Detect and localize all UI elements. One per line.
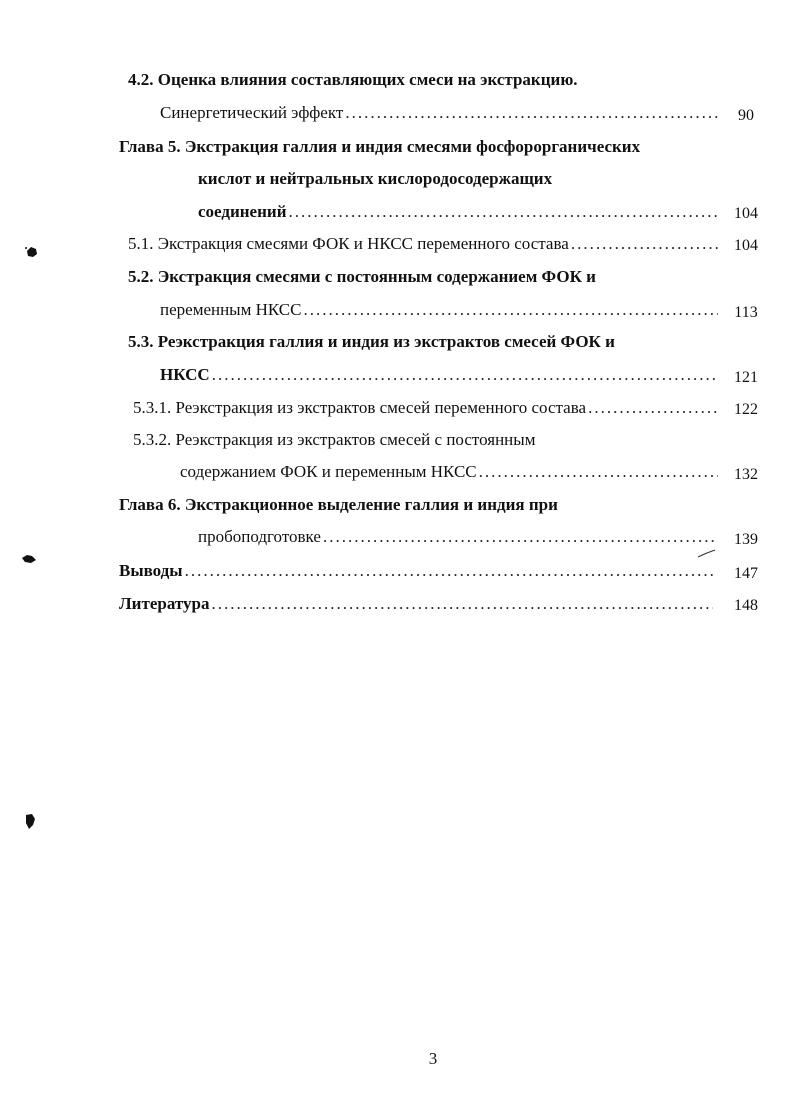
- toc-leader-dots: [304, 300, 719, 320]
- toc-chapter-5-line-2: кислот и нейтральных кислородосодержащих: [198, 169, 553, 188]
- toc-entry-5-3: [160, 365, 720, 385]
- toc-leader-dots: [185, 561, 713, 581]
- toc-page-chapter-6: 139: [734, 531, 758, 548]
- toc-entry-5-2-title: переменным НКСС: [160, 300, 302, 319]
- toc-leader-dots: [479, 462, 718, 482]
- toc-chapter-5: [198, 202, 720, 222]
- toc-entry-5-3-title: НКСС: [160, 365, 210, 384]
- toc-leader-dots: [212, 365, 718, 385]
- toc-entry-5-3-line-1: 5.3. Реэкстракция галлия и индия из экстрактов смесей ФОК и: [128, 332, 615, 351]
- scan-speck: [24, 244, 40, 260]
- toc-page-chapter-5: 104: [734, 205, 758, 222]
- toc-entry-5-2-line-1: 5.2. Экстракция смесями с постоянным содержанием ФОК и: [128, 267, 596, 286]
- toc-conclusions-title: Выводы: [119, 561, 183, 580]
- toc-leader-dots: [571, 234, 718, 254]
- toc-conclusions: [119, 561, 715, 581]
- toc-entry-4-2: [160, 103, 720, 123]
- toc-page-5-1: 104: [734, 237, 758, 254]
- pen-mark: [697, 548, 717, 560]
- toc-chapter-5-line-1: Глава 5. Экстракция галлия и индия смесями фосфорорганических: [119, 137, 641, 156]
- toc-entry-5-3-2-title: содержанием ФОК и переменным НКСС: [180, 462, 477, 481]
- toc-page-literature: 148: [734, 597, 758, 614]
- toc-leader-dots: [289, 202, 719, 222]
- toc-page-5-3-1: 122: [734, 401, 758, 418]
- toc-entry-5-2: [160, 300, 720, 320]
- toc-page-5-3: 121: [734, 369, 758, 386]
- toc-entry-4-2-line-1: 4.2. Оценка влияния составляющих смеси на экстракцию.: [128, 70, 578, 89]
- toc-chapter-6-title: пробоподготовке: [198, 527, 321, 546]
- scan-speck: [22, 812, 38, 832]
- toc-page-4-2: 90: [738, 107, 754, 124]
- toc-entry-4-2-title: Синергетический эффект: [160, 103, 344, 122]
- toc-entry-5-3-1-title: 5.3.1. Реэкстракция из экстрактов смесей переменного состава: [133, 398, 587, 417]
- toc-entry-5-1-title: 5.1. Экстракция смесями ФОК и НКСС переменного состава: [128, 234, 569, 253]
- toc-page-5-3-2: 132: [734, 466, 758, 483]
- toc-leader-dots: [345, 103, 718, 123]
- toc-page-conclusions: 147: [734, 565, 758, 582]
- toc-entry-5-3-2-line-1: 5.3.2. Реэкстракция из экстрактов смесей с постоянным: [133, 430, 536, 449]
- toc-entry-5-3-1: [133, 398, 720, 418]
- toc-chapter-6: [198, 527, 720, 547]
- toc-page-5-2: 113: [734, 304, 758, 321]
- toc-entry-5-1: [128, 234, 720, 254]
- toc-leader-dots: [323, 527, 718, 547]
- toc-literature-title: Литература: [119, 594, 210, 613]
- page-number: 3: [428, 1049, 438, 1068]
- toc-chapter-6-line-1: Глава 6. Экстракционное выделение галлия и индия при: [119, 495, 558, 514]
- toc-entry-5-3-2: [180, 462, 720, 482]
- toc-leader-dots: [588, 398, 718, 418]
- toc-chapter-5-title: соединений: [198, 202, 287, 221]
- toc-literature: [119, 594, 715, 614]
- toc-leader-dots: [211, 594, 713, 614]
- scan-speck: [20, 552, 38, 566]
